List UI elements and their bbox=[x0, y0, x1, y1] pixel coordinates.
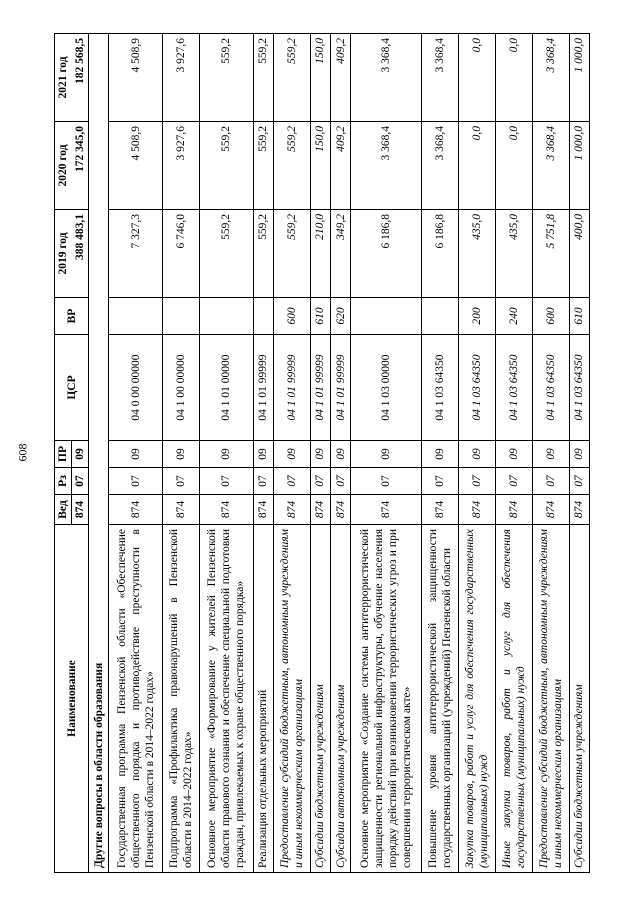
row-y2021: 4 508,9 bbox=[109, 34, 163, 122]
row-name: Подпрограмма «Профилактика правонарушений в Пензенской области в 2014–2022 годах» bbox=[162, 525, 199, 873]
header-pr: ПР bbox=[55, 441, 72, 468]
table-row bbox=[273, 34, 310, 873]
row-y2020: 3 368,4 bbox=[421, 122, 458, 210]
row-ved: 874 bbox=[273, 495, 310, 525]
row-y2021: 3 368,4 bbox=[351, 34, 421, 122]
header-ved: Вед bbox=[55, 495, 72, 525]
row-y2019: 5 751,8 bbox=[532, 210, 569, 298]
row-name: Субсидии автономным учреждениям bbox=[331, 525, 351, 873]
total-cell-y2020: 172 345,0 bbox=[72, 122, 89, 210]
row-y2019: 435,0 bbox=[495, 210, 532, 298]
row-y2020: 1 000,0 bbox=[569, 122, 589, 210]
row-vr: 600 bbox=[532, 298, 569, 335]
row-y2020: 150,0 bbox=[310, 122, 330, 210]
row-csr: 04 1 01 99999 bbox=[273, 335, 310, 441]
row-y2021: 0,0 bbox=[458, 34, 495, 122]
row-y2019: 7 327,3 bbox=[109, 210, 163, 298]
row-name: Предоставление субсидий бюджетным, автономным учреждениям и иным некоммерческим организациям bbox=[273, 525, 310, 873]
row-rz: 07 bbox=[199, 468, 253, 495]
row-y2021: 559,2 bbox=[199, 34, 253, 122]
row-ved: 874 bbox=[458, 495, 495, 525]
row-rz: 07 bbox=[310, 468, 330, 495]
row-csr: 04 1 01 99999 bbox=[310, 335, 330, 441]
row-y2019: 559,2 bbox=[253, 210, 273, 298]
row-vr: 200 bbox=[458, 298, 495, 335]
row-vr bbox=[253, 298, 273, 335]
row-ved: 874 bbox=[532, 495, 569, 525]
row-y2020: 3 927,6 bbox=[162, 122, 199, 210]
row-ved: 874 bbox=[109, 495, 163, 525]
row-name: Субсидии бюджетным учреждениям bbox=[310, 525, 330, 873]
table-row bbox=[162, 34, 199, 873]
row-ved: 874 bbox=[495, 495, 532, 525]
row-vr: 600 bbox=[273, 298, 310, 335]
row-y2021: 409,2 bbox=[331, 34, 351, 122]
row-y2020: 559,2 bbox=[253, 122, 273, 210]
row-ved: 874 bbox=[310, 495, 330, 525]
row-pr: 09 bbox=[351, 441, 421, 468]
table-row bbox=[253, 34, 273, 873]
row-name: Закупка товаров, работ и услуг для обеспечения государственных (муниципальных) нужд bbox=[458, 525, 495, 873]
row-rz: 07 bbox=[253, 468, 273, 495]
row-csr: 04 1 03 64350 bbox=[495, 335, 532, 441]
row-y2019: 210,0 bbox=[310, 210, 330, 298]
row-y2021: 559,2 bbox=[253, 34, 273, 122]
table-row bbox=[569, 34, 589, 873]
row-pr: 09 bbox=[458, 441, 495, 468]
row-y2020: 559,2 bbox=[273, 122, 310, 210]
table-row bbox=[351, 34, 421, 873]
row-y2020: 559,2 bbox=[199, 122, 253, 210]
row-vr: 620 bbox=[331, 298, 351, 335]
table-row bbox=[109, 34, 163, 873]
row-vr bbox=[162, 298, 199, 335]
row-csr: 04 1 01 99999 bbox=[253, 335, 273, 441]
row-csr: 04 0 00 00000 bbox=[109, 335, 163, 441]
row-rz: 07 bbox=[273, 468, 310, 495]
row-csr: 04 1 00 00000 bbox=[162, 335, 199, 441]
row-pr: 09 bbox=[331, 441, 351, 468]
row-y2019: 6 746,0 bbox=[162, 210, 199, 298]
row-ved: 874 bbox=[253, 495, 273, 525]
row-pr: 09 bbox=[421, 441, 458, 468]
table-row bbox=[421, 34, 458, 873]
row-ved: 874 bbox=[199, 495, 253, 525]
row-ved: 874 bbox=[331, 495, 351, 525]
row-rz: 07 bbox=[109, 468, 163, 495]
row-pr: 09 bbox=[199, 441, 253, 468]
row-ved: 874 bbox=[421, 495, 458, 525]
table-row bbox=[331, 34, 351, 873]
table-row bbox=[199, 34, 253, 873]
table-row bbox=[495, 34, 532, 873]
row-ved: 874 bbox=[351, 495, 421, 525]
header-2021: 2021 год bbox=[55, 34, 72, 122]
row-ved: 874 bbox=[569, 495, 589, 525]
row-csr: 04 1 03 64350 bbox=[421, 335, 458, 441]
row-y2021: 559,2 bbox=[273, 34, 310, 122]
row-y2021: 150,0 bbox=[310, 34, 330, 122]
row-pr: 09 bbox=[273, 441, 310, 468]
row-vr: 610 bbox=[310, 298, 330, 335]
header-rz: Рз bbox=[55, 468, 72, 495]
row-name: Субсидии бюджетным учреждениям bbox=[569, 525, 589, 873]
row-csr: 04 1 03 00000 bbox=[351, 335, 421, 441]
total-cell-ved: 874 bbox=[72, 495, 89, 525]
row-name: Повышение уровня антитеррористической защищенности государственных организаций (учреждений) Пензенской области bbox=[421, 525, 458, 873]
row-rz: 07 bbox=[458, 468, 495, 495]
row-pr: 09 bbox=[162, 441, 199, 468]
header-vr: ВР bbox=[55, 298, 89, 335]
row-name: Иные закупки товаров, работ и услуг для обеспечения государственных (муниципальных) нужд bbox=[495, 525, 532, 873]
row-vr: 610 bbox=[569, 298, 589, 335]
row-pr: 09 bbox=[253, 441, 273, 468]
row-y2019: 435,0 bbox=[458, 210, 495, 298]
row-rz: 07 bbox=[495, 468, 532, 495]
row-y2020: 0,0 bbox=[495, 122, 532, 210]
row-vr bbox=[351, 298, 421, 335]
total-cell-rz: 07 bbox=[72, 468, 89, 495]
row-csr: 04 1 03 64350 bbox=[569, 335, 589, 441]
row-csr: 04 1 03 64350 bbox=[532, 335, 569, 441]
row-rz: 07 bbox=[331, 468, 351, 495]
table-row bbox=[310, 34, 330, 873]
row-pr: 09 bbox=[569, 441, 589, 468]
header-csr: ЦСР bbox=[55, 335, 89, 441]
row-y2020: 3 368,4 bbox=[351, 122, 421, 210]
row-vr bbox=[199, 298, 253, 335]
row-vr: 240 bbox=[495, 298, 532, 335]
table-row bbox=[532, 34, 569, 873]
row-pr: 09 bbox=[532, 441, 569, 468]
page-number: 608 bbox=[15, 443, 30, 462]
row-vr bbox=[109, 298, 163, 335]
row-y2020: 409,2 bbox=[331, 122, 351, 210]
row-y2020: 0,0 bbox=[458, 122, 495, 210]
header-2019: 2019 год bbox=[55, 210, 72, 298]
row-name: Предоставление субсидий бюджетным, автономным учреждениям и иным некоммерческим организациям bbox=[532, 525, 569, 873]
table-row bbox=[89, 34, 109, 873]
total-cell-y2021: 182 568,5 bbox=[72, 34, 89, 122]
row-y2019: 6 186,8 bbox=[351, 210, 421, 298]
row-y2021: 3 368,4 bbox=[532, 34, 569, 122]
row-name: Основное мероприятие «Формирование у жителей Пензенской области правового сознания и обеспечение специальной подготовки граждан, привлекаемых к охране общественного порядка» bbox=[199, 525, 253, 873]
row-y2019: 559,2 bbox=[273, 210, 310, 298]
row-rz: 07 bbox=[351, 468, 421, 495]
row-y2021: 1 000,0 bbox=[569, 34, 589, 122]
row-rz: 07 bbox=[162, 468, 199, 495]
row-y2019: 349,2 bbox=[331, 210, 351, 298]
budget-table-rotated bbox=[54, 34, 590, 873]
row-y2019: 400,0 bbox=[569, 210, 589, 298]
row-csr: 04 1 01 00000 bbox=[199, 335, 253, 441]
row-pr: 09 bbox=[495, 441, 532, 468]
row-pr: 09 bbox=[109, 441, 163, 468]
row-name: Реализация отдельных мероприятий bbox=[253, 525, 273, 873]
row-pr: 09 bbox=[310, 441, 330, 468]
row-y2019: 6 186,8 bbox=[421, 210, 458, 298]
row-y2020: 3 368,4 bbox=[532, 122, 569, 210]
row-ved: 874 bbox=[162, 495, 199, 525]
row-y2021: 3 927,6 bbox=[162, 34, 199, 122]
row-name: Государственная программа Пензенской области «Обеспечение общественного порядка и противодействие преступности в Пензенской области в 2014–2022 годах» bbox=[109, 525, 163, 873]
row-vr bbox=[421, 298, 458, 335]
row-rz: 07 bbox=[532, 468, 569, 495]
table-row bbox=[458, 34, 495, 873]
total-cell-pr: 09 bbox=[72, 441, 89, 468]
row-y2021: 0,0 bbox=[495, 34, 532, 122]
row-y2021: 3 368,4 bbox=[421, 34, 458, 122]
row-csr: 04 1 01 99999 bbox=[331, 335, 351, 441]
row-name: Другие вопросы в области образования bbox=[89, 34, 109, 873]
row-y2019: 559,2 bbox=[199, 210, 253, 298]
row-csr: 04 1 03 64350 bbox=[458, 335, 495, 441]
row-name: Основное мероприятие «Создание системы антитеррористической защищенности региональной инфраструктуры, обучение населения порядку действий при возникновении террористических угроз и при совершении террористическом акте» bbox=[351, 525, 421, 873]
budget-table bbox=[54, 33, 590, 873]
header-name: Наименование bbox=[55, 525, 89, 873]
total-cell-y2019: 388 483,1 bbox=[72, 210, 89, 298]
table-header-row bbox=[55, 34, 72, 873]
row-y2020: 4 508,9 bbox=[109, 122, 163, 210]
row-rz: 07 bbox=[421, 468, 458, 495]
header-2020: 2020 год bbox=[55, 122, 72, 210]
row-rz: 07 bbox=[569, 468, 589, 495]
